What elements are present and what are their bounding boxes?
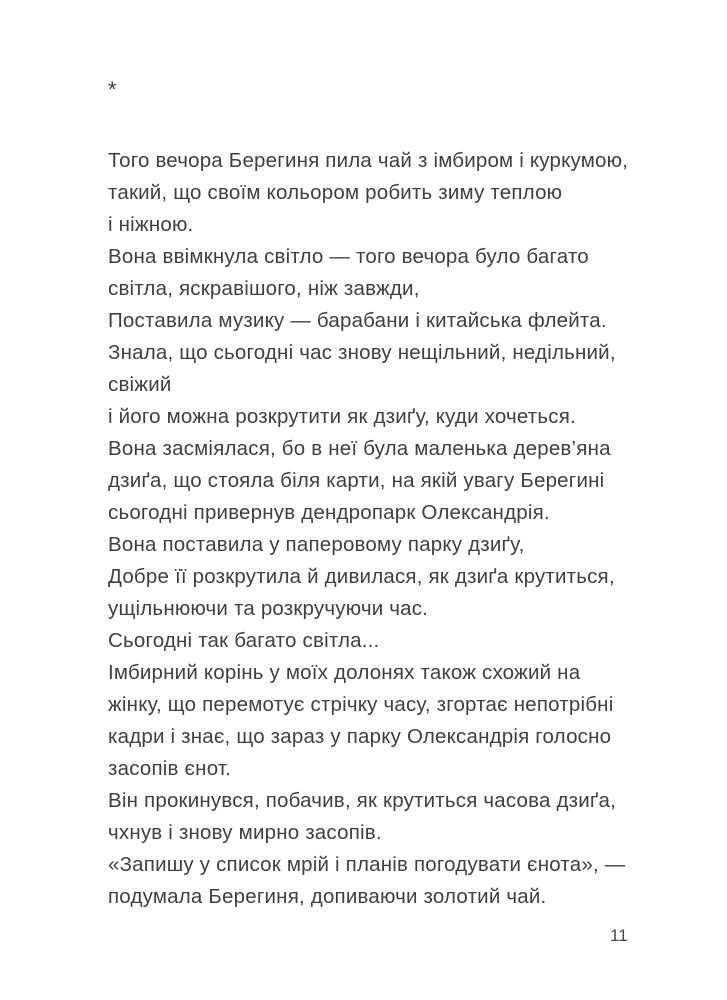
poem-line: Добре її розкрутила й дивилася, як дзиґа крутиться,	[108, 565, 615, 588]
poem-line: ущільнюючи та розкручуючи час.	[108, 597, 429, 620]
poem-line: Він прокинувся, побачив, як крутиться часова дзиґа,	[108, 789, 617, 812]
poem-line: чхнув і знову мирно засопів.	[108, 821, 382, 844]
poem-line: дзиґа, що стояла біля карти, на якій увагу Берегині	[108, 469, 605, 492]
poem-line: Знала, що сьогодні час знову нещільний, недільний,	[108, 341, 616, 364]
poem-line: і його можна розкрутити як дзиґу, куди хочеться.	[108, 405, 576, 428]
poem-line: засопів єнот.	[108, 757, 232, 780]
poem-text-block	[108, 145, 628, 913]
poem-line: подумала Берегиня, допиваючи золотий чай.	[108, 885, 547, 908]
poem-line: Вона засміялася, бо в неї була маленька дерев’яна	[108, 437, 611, 460]
poem-line: жінку, що перемотує стрічку часу, згортає непотрібні	[108, 693, 614, 716]
poem-line: Вона поставила у паперовому парку дзиґу,	[108, 533, 525, 556]
poem-line: світла, яскравішого, ніж завжди,	[108, 277, 420, 300]
poem-line: Сьогодні так багато світла...	[108, 629, 380, 652]
poem-line: Імбирний корінь у моїх долонях також схожий на	[108, 661, 581, 684]
poem-line: сьогодні привернув дендропарк Олександрія.	[108, 501, 550, 524]
page-number: 11	[610, 926, 628, 945]
poem-line: і ніжною.	[108, 213, 194, 236]
poem-line: Того вечора Берегиня пила чай з імбиром і куркумою,	[108, 149, 629, 172]
poem-line: Поставила музику — барабани і китайська флейта.	[108, 309, 607, 332]
poem-line: Вона ввімкнула світло — того вечора було багато	[108, 245, 589, 268]
poem-line: «Запишу у список мрій і планів погодувати єнота», —	[108, 853, 626, 876]
poem-line: свіжий	[108, 373, 172, 396]
poem-line: такий, що своїм кольором робить зиму теплою	[108, 181, 563, 204]
section-break-asterisk: *	[108, 77, 117, 102]
poem-line: кадри і знає, що зараз у парку Олександрія голосно	[108, 725, 612, 748]
